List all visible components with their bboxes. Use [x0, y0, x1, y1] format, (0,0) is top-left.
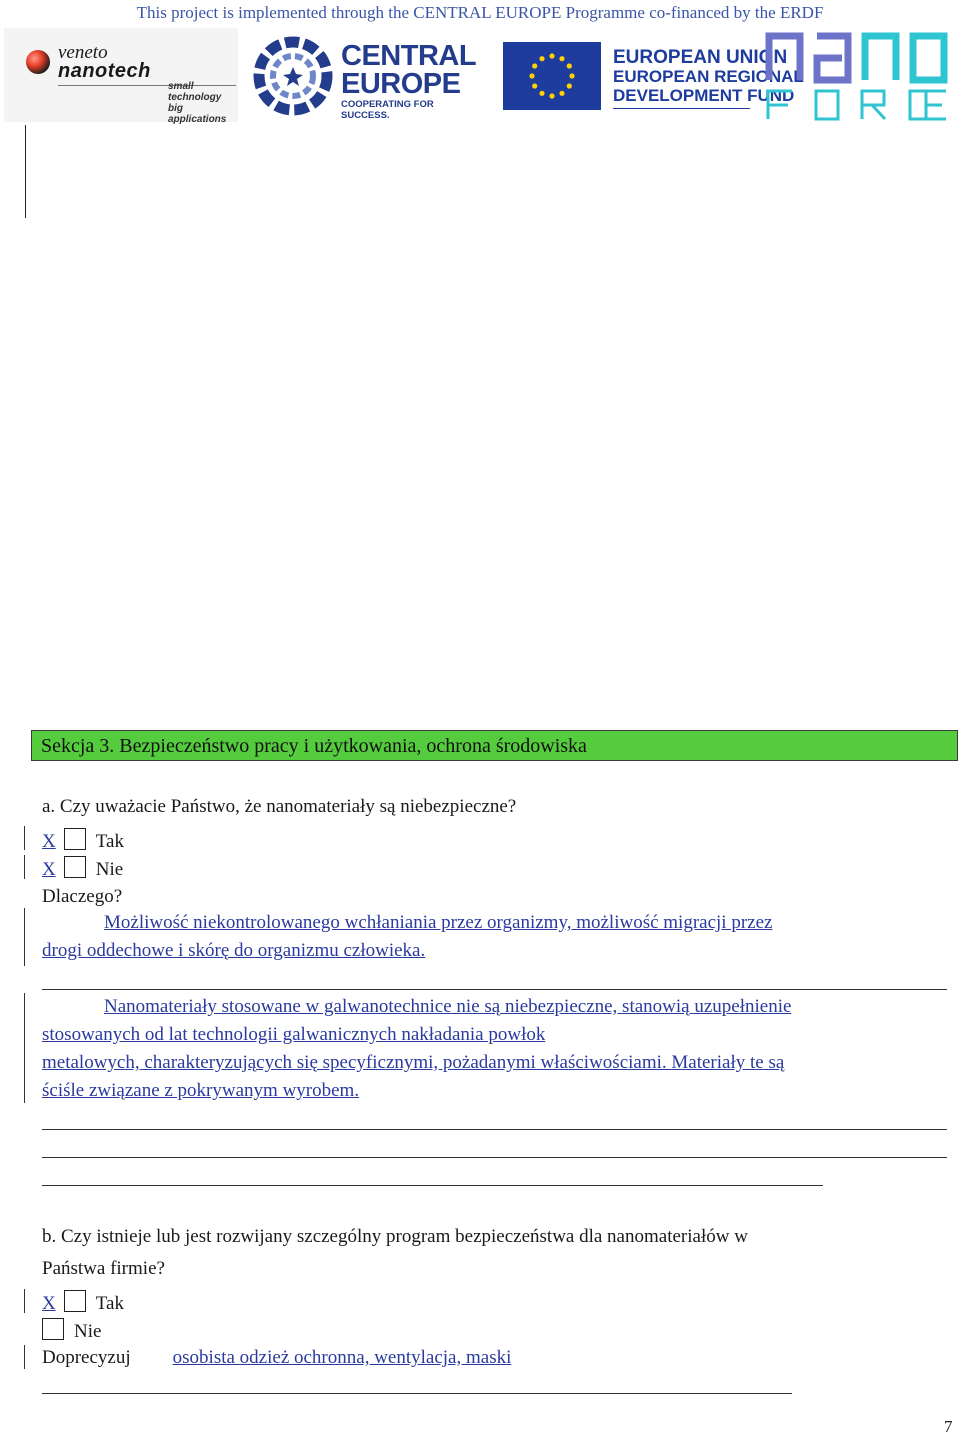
- section-title: Sekcja 3. Bezpieczeństwo pracy i użytkowania, ochrona środowiska: [41, 735, 587, 757]
- answer-1-line-2: drogi oddechowe i skórę do organizmu człowieka.: [42, 940, 426, 961]
- central-europe-emblem-icon: [253, 36, 339, 116]
- change-bar: [24, 1289, 25, 1313]
- option-nie-row: [42, 856, 123, 881]
- nano-force-logo-icon: [764, 28, 950, 124]
- option-label-tak: Tak: [95, 1293, 124, 1314]
- question-a-text: a. Czy uważacie Państwo, że nanomateriały są niebezpieczne?: [42, 796, 517, 817]
- answer-1-line-1: Możliwość niekontrolowanego wchłaniania przez organizmy, możliwość migracji przez: [104, 912, 773, 933]
- checkbox-nie[interactable]: [64, 856, 86, 878]
- change-bar: [24, 855, 25, 879]
- nanotech-logo-word: nanotech: [58, 60, 151, 82]
- option-label-nie: Nie: [95, 859, 124, 880]
- specify-answer-text: osobista odzież ochronna, wentylacja, maski: [172, 1347, 512, 1368]
- nano-force-logo: [764, 28, 950, 124]
- page-edge-line: [25, 125, 26, 218]
- change-bar: [24, 993, 25, 1103]
- veneto-tagline: [168, 81, 238, 125]
- answer-mark: X: [42, 1293, 56, 1314]
- specify-label: Doprecyzuj: [42, 1347, 131, 1368]
- answer-mark: X: [42, 831, 56, 852]
- tagline-line-1: small technology: [168, 81, 222, 103]
- change-bar: [24, 908, 25, 966]
- answer-line: [42, 1129, 947, 1130]
- checkbox-nie[interactable]: [42, 1318, 64, 1340]
- eu-fund-text: DEVELOPMENT FUND: [613, 86, 795, 105]
- question-b-text-2: Państwa firmie?: [42, 1258, 165, 1279]
- change-bar: [24, 826, 25, 850]
- answer-2-line-1: Nanomateriały stosowane w galwanotechnice nie są niebezpieczne, stanowią uzupełnienie: [104, 996, 792, 1017]
- eu-union-text: EUROPEAN UNION: [613, 47, 788, 68]
- veneto-nanotech-logo: [4, 28, 238, 125]
- option-label-nie: Nie: [74, 1321, 102, 1342]
- answer-2-line-4: ściśle związane z pokrywanym wyrobem.: [42, 1080, 360, 1101]
- checkbox-tak[interactable]: [64, 1290, 86, 1312]
- answer-mark: X: [42, 859, 56, 880]
- answer-line: [42, 1185, 823, 1186]
- specify-row: [42, 1347, 521, 1369]
- option-nie-row: [42, 1318, 101, 1343]
- eu-regional-text: EUROPEAN REGIONAL: [613, 67, 804, 86]
- central-logo-word: CENTRAL: [341, 40, 477, 72]
- checkbox-tak[interactable]: [64, 828, 86, 850]
- question-b-text-1: b. Czy istnieje lub jest rozwijany szczególny program bezpieczeństwa dla nanomateriałów w: [42, 1226, 748, 1247]
- answer-2[interactable]: [42, 993, 947, 1105]
- answer-line: [42, 1393, 792, 1394]
- eu-flag-icon: [503, 42, 601, 110]
- veneto-logo-word: veneto: [58, 42, 108, 63]
- option-tak-row: [42, 1290, 124, 1315]
- answer-1[interactable]: [42, 909, 932, 965]
- ce-slogan: COOPERATING FOR SUCCESS.: [341, 99, 434, 121]
- answer-2-line-2: stosowanych od lat technologii galwanicznych nakładania powłok: [42, 1024, 546, 1045]
- why-label: Dlaczego?: [42, 886, 123, 907]
- answer-line: [42, 1157, 947, 1158]
- option-tak-row: [42, 828, 124, 853]
- page-number: 7: [944, 1417, 953, 1436]
- change-bar: [24, 1345, 25, 1369]
- answer-2-line-3: metalowych, charakteryzujących się specyficznymi, pożadanymi właściwościami. Materiały te są: [42, 1052, 785, 1073]
- option-label-tak: Tak: [95, 831, 124, 852]
- eu-underline: [613, 108, 750, 109]
- tagline-line-2: big applications: [168, 103, 227, 125]
- section-header-bar: [31, 730, 958, 761]
- funding-banner: This project is implemented through the CENTRAL EUROPE Programme co-financed by the ERDF: [136, 3, 824, 22]
- europe-logo-word: EUROPE: [341, 68, 461, 100]
- specify-answer[interactable]: [131, 1347, 522, 1368]
- veneto-sphere-icon: [26, 50, 50, 74]
- eu-stars-icon: [503, 42, 601, 110]
- central-europe-logo: [253, 36, 483, 121]
- answer-line: [42, 989, 947, 990]
